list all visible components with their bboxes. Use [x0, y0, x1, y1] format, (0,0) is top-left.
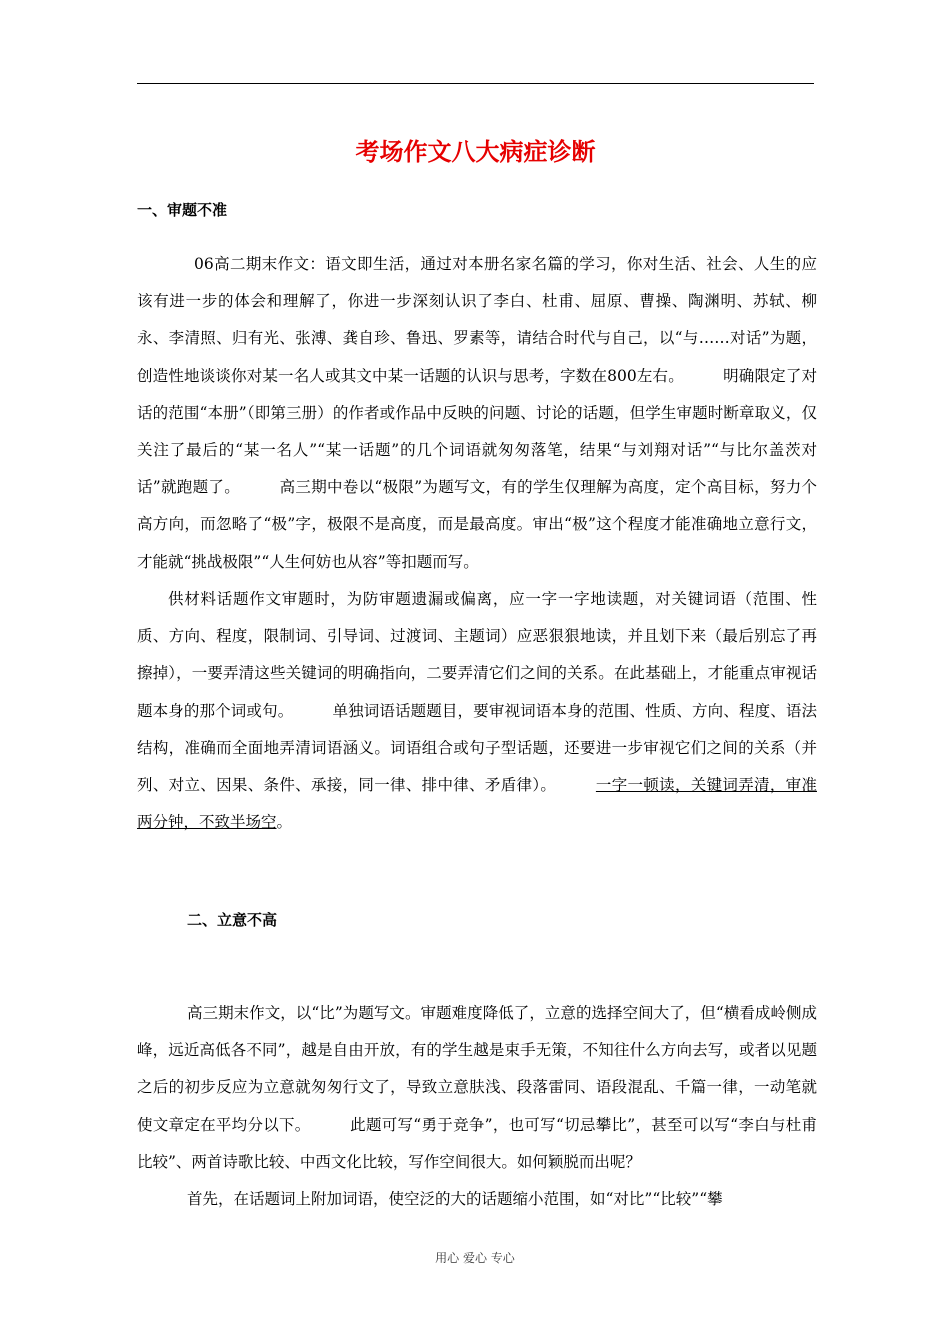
key-point-end: 。	[276, 813, 293, 832]
section-2-paragraph-2	[137, 1181, 817, 1218]
section-1-paragraph-1	[137, 246, 817, 581]
section-2-paragraph-1	[137, 995, 817, 1181]
paragraph-text: 供材料话题作文审题时，为防审题遗漏或偏离，应一字一字地读题，对关键词语（范围、性质、方向、程度，限制词、引导词、过渡词、主题词）应恶狠狠地读，并且划下来（最后别忘了再擦掉），一要弄清这些关键词的明确指向，二要弄清它们之间的关系。在此基础上，才能重点审视话题本身的那个词或句。 单独词语话题题目，要审视词语本身的范围、性质、方向、程度、语法结构，准确而全面地弄清词语涵义。词语组合或句子型话题，还要进一步审视它们之间的关系（并列、对立、因果、条件、承接，同一律、排中律、矛盾律）。	[137, 590, 817, 795]
paragraph-text: 高三期末作文，以“比”为题写文。审题难度降低了，立意的选择空间大了，但“横看成岭侧成峰，远近高低各不同”，越是自由开放，有的学生越是束手无策，不知往什么方向去写，或者以见题之后的初步反应为立意就匆匆行文了，导致立意肤浅、段落雷同、语段混乱、千篇一律，一动笔就使文章定在平均分以下。 此题可写“勇于竞争”，也可写“切忌攀比”，甚至可以写“李白与杜甫比较”、两首诗歌比较、中西文化比较，写作空间很大。如何颖脱而出呢？	[137, 1004, 817, 1171]
header-rule	[137, 83, 814, 84]
section-heading-2: 二、立意不高	[187, 911, 278, 929]
paragraph-text: 06高二期末作文：语文即生活，通过对本册名家名篇的学习，你对生活、社会、人生的应该有进一步的体会和理解了，你进一步深刻认识了李白、杜甫、屈原、曹操、陶渊明、苏轼、柳永、李清照、归有光、张溥、龚自珍、鲁迅、罗素等，请结合时代与自己，以“与……对话”为题，创造性地谈谈你对某一名人或其文中某一话题的认识与思考，字数在800左右。 明确限定了对话的范围“本册”（即第三册）的作者或作品中反映的问题、讨论的话题，但学生审题时断章取义，仅关注了最后的“某一名人”“某一话题”的几个词语就匆匆落笔，结果“与刘翔对话”“与比尔盖茨对话”就跑题了。 高三期中卷以“极限”为题写文，有的学生仅理解为高度，定个高目标，努力个高方向，而忽略了“极”字，极限不是高度，而是最高度。审出“极”这个程度才能准确地立意行文，才能就“挑战极限”“人生何妨也从容”等扣题而写。	[137, 255, 817, 571]
page-footer: 用心 爱心 专心	[435, 1251, 515, 1265]
paragraph-text: 首先，在话题词上附加词语，使空泛的大的话题缩小范围，如“对比”“比较”“攀	[187, 1190, 723, 1208]
section-1-paragraph-2	[137, 581, 817, 841]
section-heading-1: 一、审题不准	[137, 201, 228, 219]
page-title: 考场作文八大病症诊断	[355, 138, 596, 166]
key-point-underlined: 一字一顿读，关键词弄清，审准两分钟，不致半场空	[137, 776, 817, 832]
